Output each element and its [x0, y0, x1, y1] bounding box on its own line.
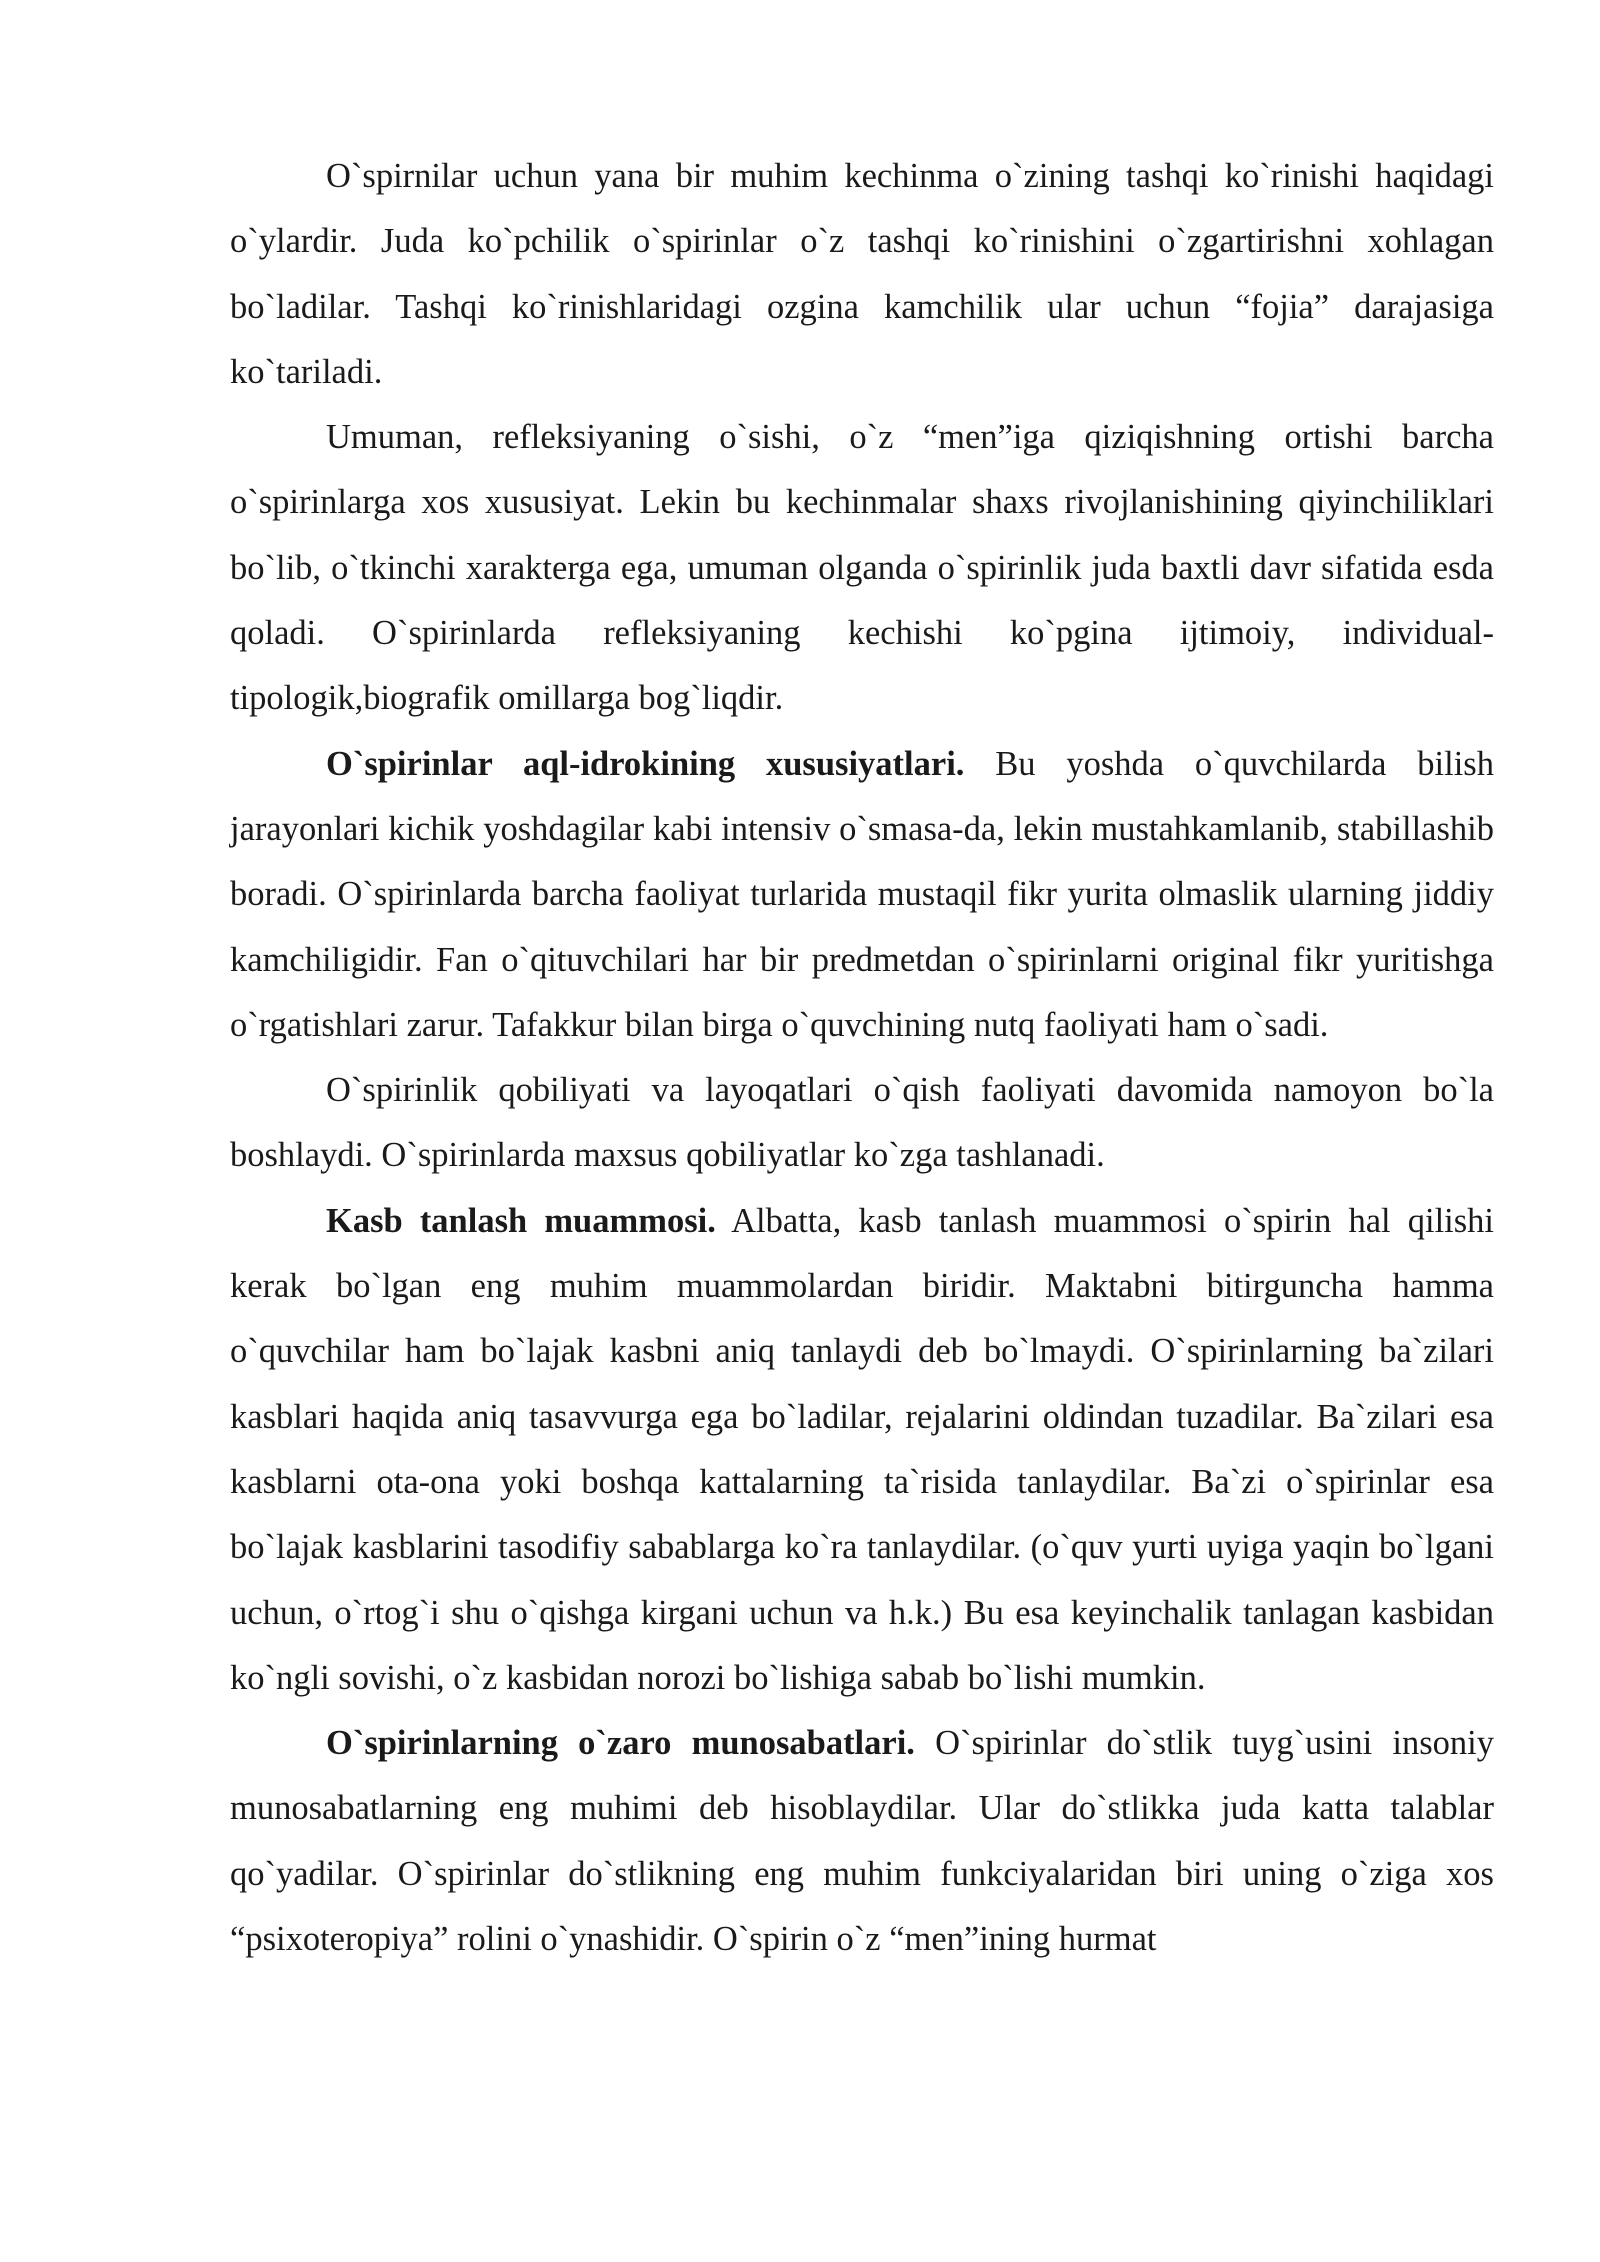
section-heading: O`spirinlar aql-idrokining xususiyatlari. [326, 744, 965, 783]
paragraph-text: O`spirinlik qobiliyati va layoqatlari o`qish faoliyati davomida namoyon bo`la boshlaydi. O`spirinlarda maxsus qobiliyatlar ko`zga tashlanadi. [230, 1071, 1494, 1175]
paragraph-appearance-concerns [230, 144, 1494, 405]
section-heading: Kasb tanlash muammosi. [326, 1201, 716, 1240]
paragraph-text: Albatta, kasb tanlash muammosi o`spirin hal qilishi kerak bo`lgan eng muhim muammolardan biridir. Maktabni bitirguncha hamma o`quvchilar ham bo`lajak kasbni aniq tanlaydi deb bo`lmaydi. O`spirinlarning ba`zilari kasblari haqida aniq tasavvurga ega bo`ladilar, rejalarini oldindan tuzadilar. Ba`zilari esa kasblarni ota-ona yoki boshqa kattalarning ta`risida tanlaydilar. Ba`zi o`spirinlar esa bo`lajak kasblarini tasodifiy sabablarga ko`ra tanlaydilar. (o`quv yurti uyiga yaqin bo`lgani uchun, o`rtog`i shu o`qishga kirgani uchun va h.k.) Bu esa keyinchalik tanlagan kasbidan ko`ngli sovishi, o`z kasbidan norozi bo`lishiga sabab bo`lishi mumkin. [230, 1201, 1494, 1697]
paragraph-text: Bu yoshda o`quvchilarda bilish jarayonlari kichik yoshdagilar kabi intensiv o`smasa-da, lekin mustahkamlanib, stabillashib boradi. O`spirinlarda barcha faoliyat turlarida mustaqil fikr yurita olmaslik ularning jiddiy kamchiligidir. Fan o`qituvchilari har bir predmetdan o`spirinlarni original fikr yuritishga o`rgatishlari zarur. Tafakkur bilan birga o`quvchining nutq faoliyati ham o`sadi. [230, 744, 1494, 1044]
paragraph-intellect-features [230, 732, 1494, 1058]
document-body [230, 144, 1494, 1972]
paragraph-abilities [230, 1058, 1494, 1189]
paragraph-reflection-growth [230, 405, 1494, 731]
paragraph-career-choice [230, 1189, 1494, 1711]
paragraph-text: Umuman, refleksiyaning o`sishi, o`z “men”iga qiziqishning ortishi barcha o`spirinlarga xos xususiyat. Lekin bu kechinmalar shaxs rivojlanishining qiyinchiliklari bo`lib, o`tkinchi xarakterga ega, umuman olganda o`spirinlik juda baxtli davr sifatida esda qoladi. O`spirinlarda refleksiyaning kechishi ko`pgina ijtimoiy, individual-tipologik,biografik omillarga bog`liqdir. [230, 418, 1494, 718]
section-heading: O`spirinlarning o`zaro munosabatlari. [326, 1724, 915, 1763]
paragraph-text: O`spirnilar uchun yana bir muhim kechinma o`zining tashqi ko`rinishi haqidagi o`ylardir. Juda ko`pchilik o`spirinlar o`z tashqi ko`rinishini o`zgartirishni xohlagan bo`ladilar. Tashqi ko`rinishlaridagi ozgina kamchilik ular uchun “fojia” darajasiga ko`tariladi. [230, 157, 1494, 391]
paragraph-relationships [230, 1711, 1494, 1972]
paragraph-text: O`spirinlar do`stlik tuyg`usini insoniy munosabatlarning eng muhimi deb hisoblaydilar. Ular do`stlikka juda katta talablar qo`yadilar. O`spirinlar do`stlikning eng muhim funkciyalaridan biri uning o`ziga xos “psixoteropiya” rolini o`ynashidir. O`spirin o`z “men”ining hurmat [230, 1724, 1494, 1959]
